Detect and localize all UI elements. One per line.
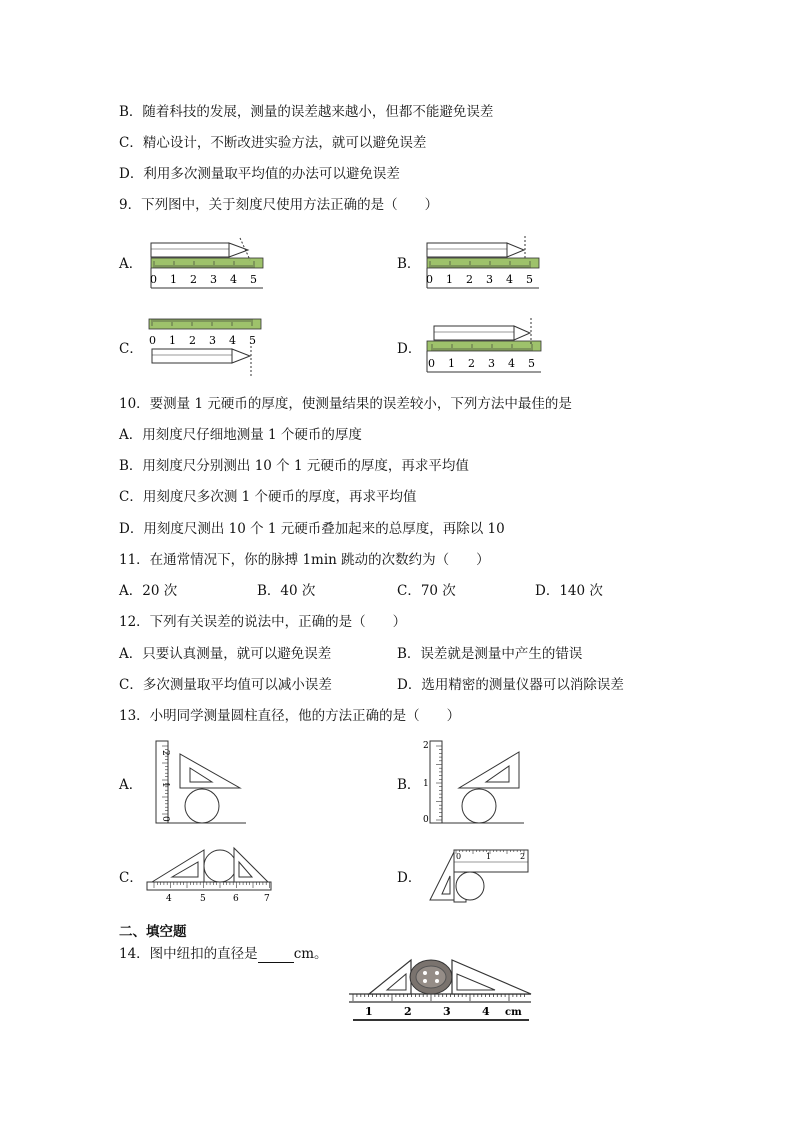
q11-option-d: D．140 次 xyxy=(535,583,603,599)
q13d-num-2: 2 xyxy=(520,852,526,861)
q13a-num-1: 1 xyxy=(160,782,170,788)
q9b-num-4: 4 xyxy=(506,273,513,286)
q9-stem: 9．下列图中，关于刻度尺使用方法正确的是（ ） xyxy=(119,197,439,213)
q13-label-c: C． xyxy=(119,870,143,886)
q14-figure xyxy=(345,952,535,1024)
q13-figure-b xyxy=(424,738,534,828)
q9c-num-3: 3 xyxy=(209,334,216,347)
q13-stem: 13．小明同学测量圆柱直径，他的方法正确的是（ ） xyxy=(119,708,461,724)
q13d-num-0: 0 xyxy=(456,852,462,861)
q11-option-b: B．40 次 xyxy=(257,583,316,599)
q9a-num-3: 3 xyxy=(210,273,217,286)
q13b-num-1: 1 xyxy=(423,779,429,789)
q9a-num-1: 1 xyxy=(170,273,177,286)
q13-label-d: D． xyxy=(397,870,422,886)
q14-suffix: cm。 xyxy=(293,946,328,962)
q9b-num-1: 1 xyxy=(446,273,453,286)
q13c-num-7: 7 xyxy=(264,894,270,904)
q9a-num-4: 4 xyxy=(230,273,237,286)
q9-figure-a xyxy=(148,230,268,290)
q10-option-b: B．用刻度尺分别测出 10 个 1 元硬币的厚度，再求平均值 xyxy=(119,458,469,474)
q8-option-c: C．精心设计，不断改进实验方法，就可以避免误差 xyxy=(119,135,427,151)
q13-figure-d xyxy=(424,844,534,906)
q12-option-a: A．只要认真测量，就可以避免误差 xyxy=(119,646,332,662)
q9-label-d: D． xyxy=(397,341,422,357)
q13c-num-6: 6 xyxy=(233,894,239,904)
answer-blank[interactable] xyxy=(258,948,294,963)
q14-num-2: 2 xyxy=(404,1005,412,1018)
q8-option-b: B．随着科技的发展，测量的误差越来越小，但都不能避免误差 xyxy=(119,104,494,120)
q14-unit: cm xyxy=(505,1007,522,1018)
q9b-num-0: 0 xyxy=(426,273,433,286)
q12-option-d: D．选用精密的测量仪器可以消除误差 xyxy=(397,677,624,693)
q9d-num-1: 1 xyxy=(448,357,455,370)
q13-label-b: B． xyxy=(397,777,421,793)
q14-prefix: 14．图中纽扣的直径是 xyxy=(119,946,258,962)
q10-stem: 10．要测量 1 元硬币的厚度，使测量结果的误差较小，下列方法中最佳的是 xyxy=(119,396,572,412)
q13-label-a: A． xyxy=(119,777,143,793)
section-title: 二、填空题 xyxy=(119,924,187,940)
q9b-num-2: 2 xyxy=(466,273,473,286)
q14-num-4: 4 xyxy=(482,1005,490,1018)
q9-figure-c xyxy=(146,316,268,378)
q9-label-c: C． xyxy=(119,341,143,357)
q13b-num-2: 2 xyxy=(423,741,429,751)
q9a-num-2: 2 xyxy=(190,273,197,286)
q13b-num-0: 0 xyxy=(423,815,429,825)
q11-option-a: A．20 次 xyxy=(119,583,178,599)
q11-stem: 11．在通常情况下，你的脉搏 1min 跳动的次数约为（ ） xyxy=(119,552,490,568)
q9b-num-5: 5 xyxy=(526,273,533,286)
q14-stem xyxy=(119,945,328,963)
q9-figure-b xyxy=(424,230,544,290)
q11-option-c: C．70 次 xyxy=(397,583,456,599)
q12-stem: 12．下列有关误差的说法中，正确的是（ ） xyxy=(119,614,407,630)
q13d-num-1: 1 xyxy=(486,852,492,861)
q12-option-b: B．误差就是测量中产生的错误 xyxy=(397,646,583,662)
q9d-num-5: 5 xyxy=(528,357,535,370)
q9a-num-0: 0 xyxy=(150,273,157,286)
q9c-num-4: 4 xyxy=(229,334,236,347)
q9c-num-0: 0 xyxy=(149,334,156,347)
q12-option-c: C．多次测量取平均值可以减小误差 xyxy=(119,677,332,693)
q9d-num-0: 0 xyxy=(428,357,435,370)
q13c-num-4: 4 xyxy=(166,894,172,904)
q9d-num-2: 2 xyxy=(468,357,475,370)
q13a-num-2: 2 xyxy=(160,750,170,756)
q9d-num-3: 3 xyxy=(488,357,495,370)
q9c-num-2: 2 xyxy=(189,334,196,347)
q9a-num-5: 5 xyxy=(250,273,257,286)
q14-num-3: 3 xyxy=(443,1005,451,1018)
q9-label-b: B． xyxy=(397,256,421,272)
q10-option-a: A．用刻度尺仔细地测量 1 个硬币的厚度 xyxy=(119,427,362,443)
q14-num-1: 1 xyxy=(365,1005,373,1018)
q10-option-c: C．用刻度尺多次测 1 个硬币的厚度，再求平均值 xyxy=(119,489,417,505)
q13c-num-5: 5 xyxy=(200,894,206,904)
q10-option-d: D．用刻度尺测出 10 个 1 元硬币叠加起来的总厚度，再除以 10 xyxy=(119,521,505,537)
q8-option-d: D．利用多次测量取平均值的办法可以避免误差 xyxy=(119,166,400,182)
q13-figure-a xyxy=(150,738,250,828)
q13-figure-c xyxy=(144,842,274,908)
q13a-num-0: 0 xyxy=(160,816,170,822)
q9d-num-4: 4 xyxy=(508,357,515,370)
q9b-num-3: 3 xyxy=(486,273,493,286)
q9c-num-1: 1 xyxy=(169,334,176,347)
q9c-num-5: 5 xyxy=(249,334,256,347)
q9-label-a: A． xyxy=(119,256,143,272)
q9-figure-d xyxy=(424,316,546,376)
